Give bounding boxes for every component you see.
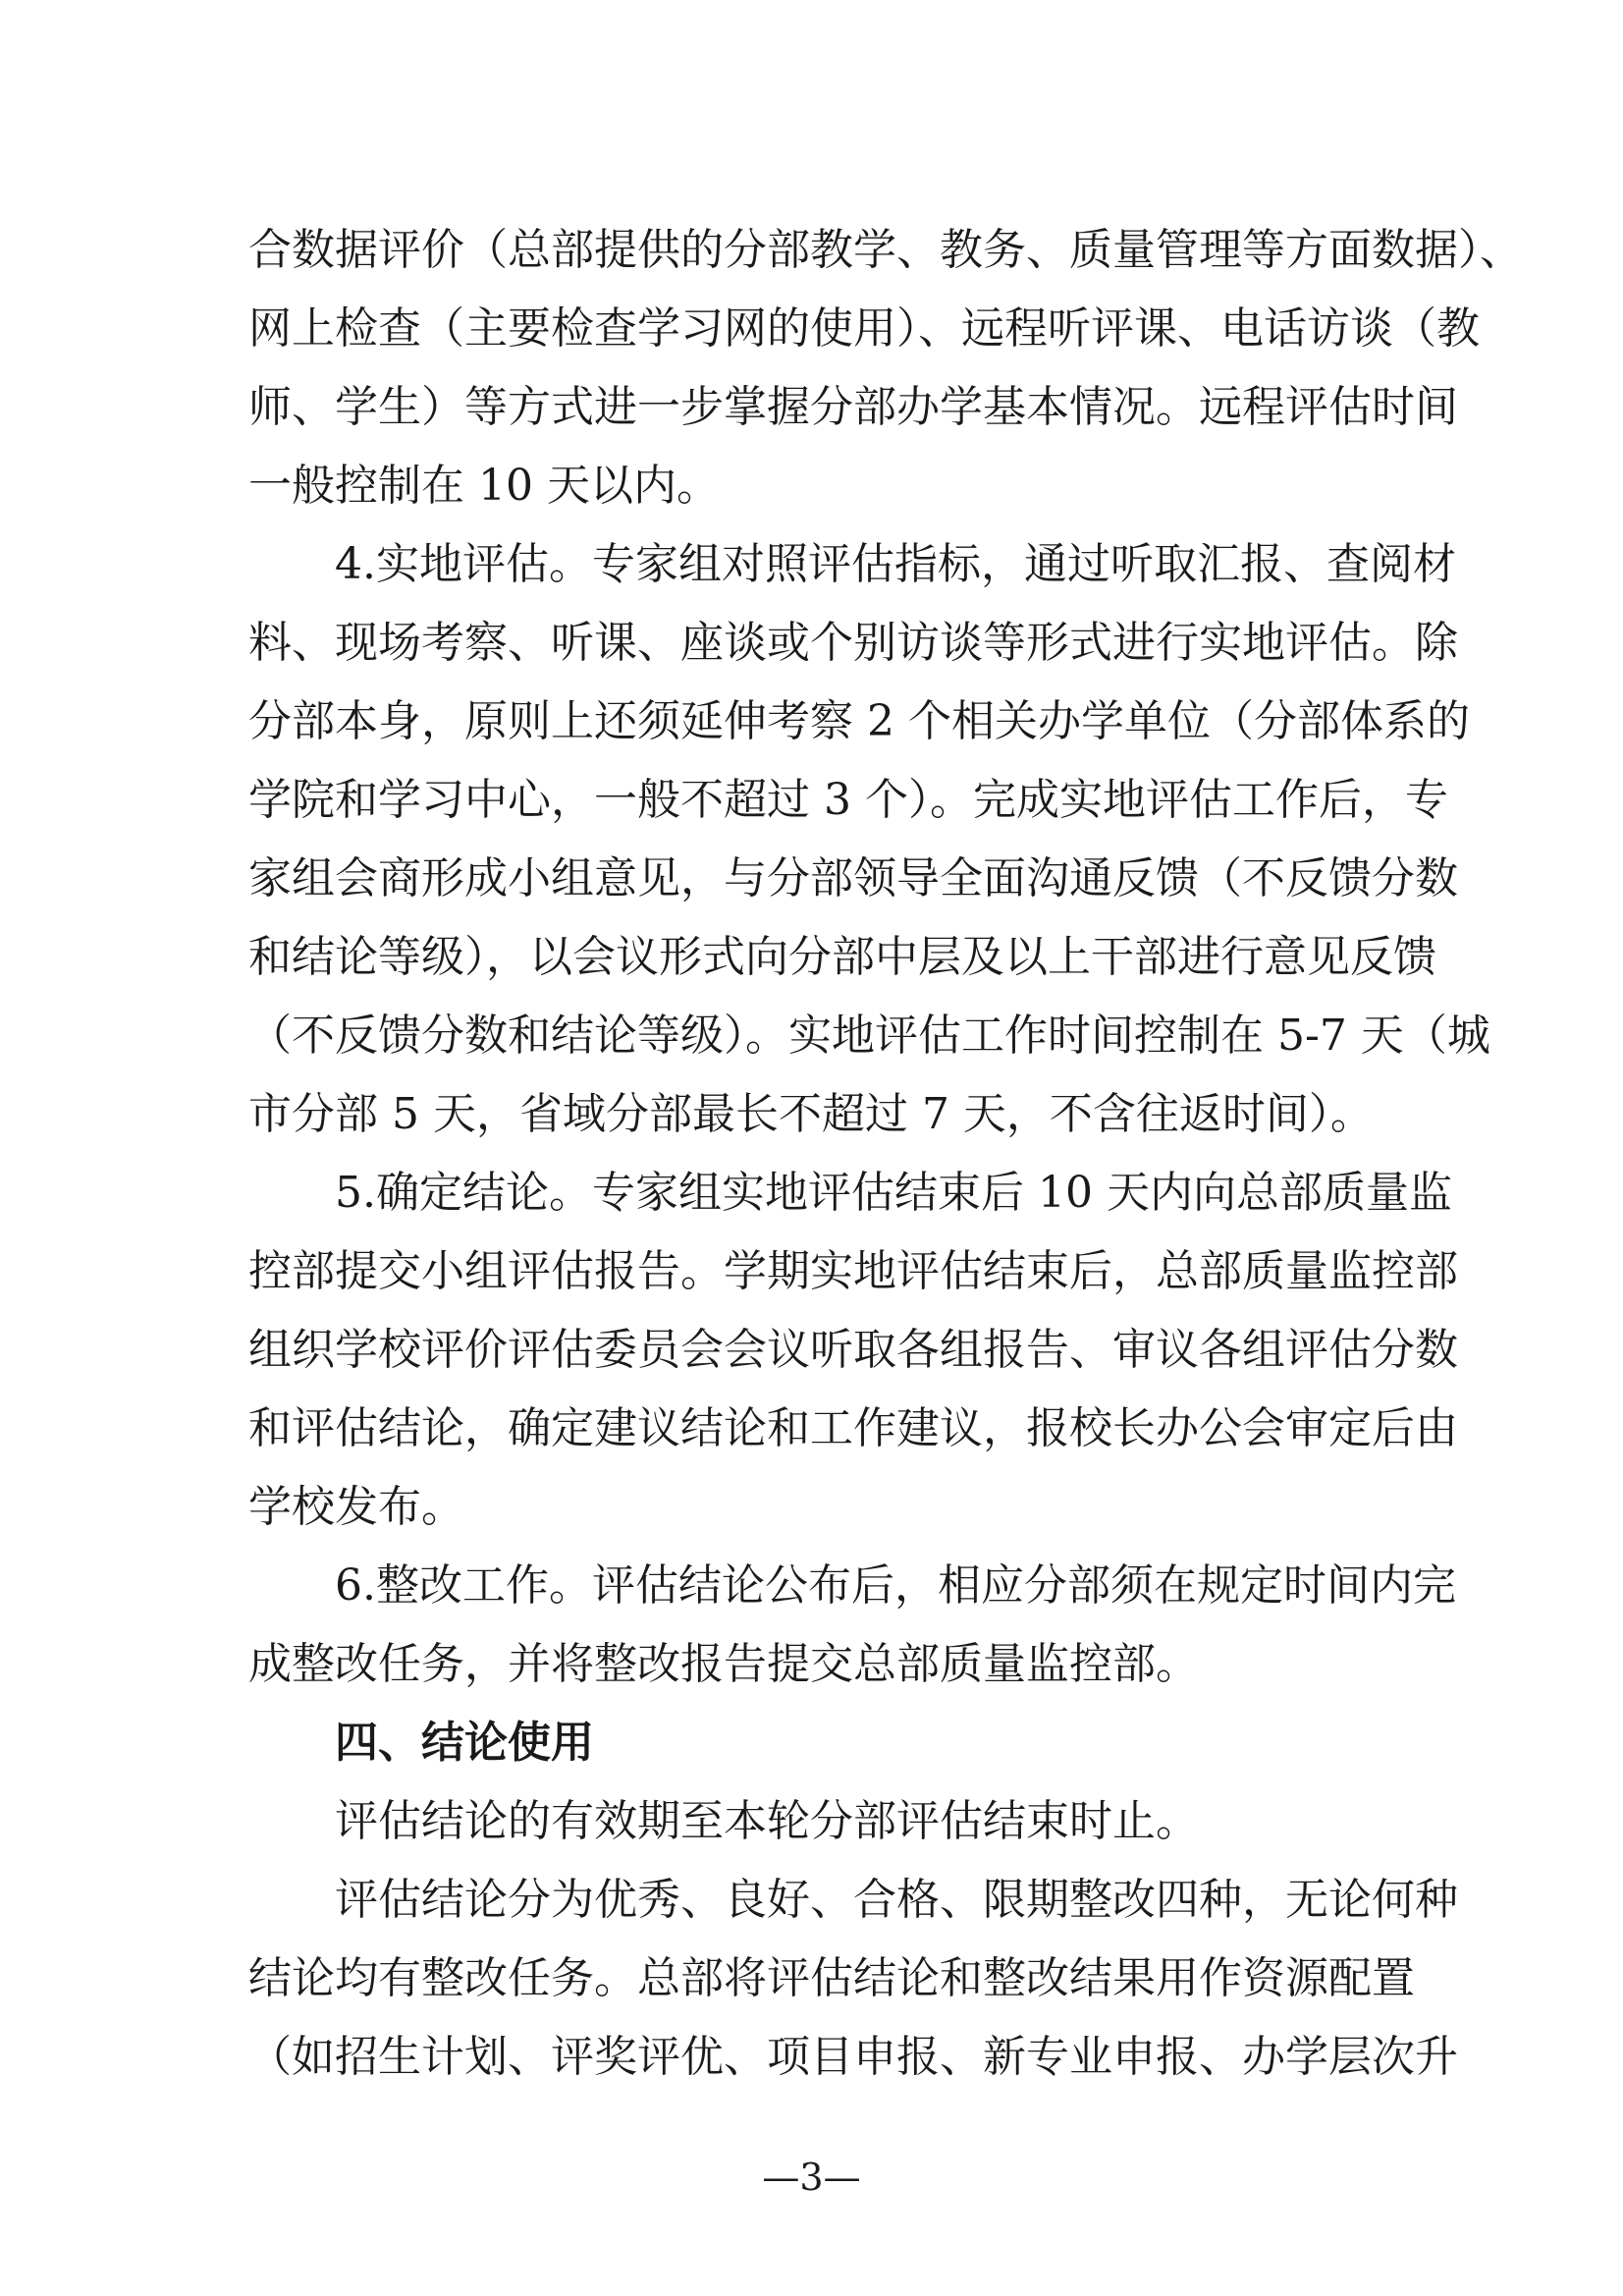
text-line: 家组会商形成小组意见，与分部领导全面沟通反馈（不反馈分数 bbox=[248, 853, 1458, 903]
text-line: 4.实地评估。专家组对照评估指标，通过听取汇报、查阅材 bbox=[335, 539, 1456, 589]
text-line: 5.确定结论。专家组实地评估结束后 10 天内向总部质量监 bbox=[335, 1168, 1452, 1218]
text-line: 和结论等级），以会议形式向分部中层及以上干部进行意见反馈 bbox=[248, 932, 1436, 982]
text-line: 学校发布。 bbox=[248, 1482, 464, 1532]
text-line: 分部本身，原则上还须延伸考察 2 个相关办学单位（分部体系的 bbox=[248, 696, 1470, 746]
text-line: 师、学生）等方式进一步掌握分部办学基本情况。远程评估时间 bbox=[248, 382, 1458, 432]
page-number: —3— bbox=[762, 2156, 861, 2199]
text-line: 评估结论的有效期至本轮分部评估结束时止。 bbox=[335, 1796, 1199, 1846]
text-line: 学院和学习中心，一般不超过 3 个）。完成实地评估工作后，专 bbox=[248, 775, 1448, 825]
text-line: 合数据评价（总部提供的分部教学、教务、质量管理等方面数据）、 bbox=[248, 225, 1523, 275]
text-line: （如招生计划、评奖评优、项目申报、新专业申报、办学层次升 bbox=[248, 2032, 1458, 2082]
text-line: 6.整改工作。评估结论公布后，相应分部须在规定时间内完 bbox=[335, 1560, 1456, 1611]
document-body bbox=[248, 211, 1523, 2097]
section-heading: 四、结论使用 bbox=[335, 1718, 594, 1768]
text-line: 料、现场考察、听课、座谈或个别访谈等形式进行实地评估。除 bbox=[248, 618, 1458, 668]
text-line: 一般控制在 10 天以内。 bbox=[248, 461, 720, 511]
text-line: 网上检查（主要检查学习网的使用）、远程听评课、电话访谈（教 bbox=[248, 303, 1480, 354]
text-line: 结论均有整改任务。总部将评估结论和整改结果用作资源配置 bbox=[248, 1953, 1415, 2003]
text-line: 组织学校评价评估委员会会议听取各组报告、审议各组评估分数 bbox=[248, 1325, 1458, 1375]
text-line: 成整改任务，并将整改报告提交总部质量监控部。 bbox=[248, 1639, 1199, 1689]
text-line: 评估结论分为优秀、良好、合格、限期整改四种，无论何种 bbox=[335, 1875, 1458, 1925]
text-line: （不反馈分数和结论等级）。实地评估工作时间控制在 5-7 天（城 bbox=[248, 1011, 1490, 1061]
text-line: 控部提交小组评估报告。学期实地评估结束后，总部质量监控部 bbox=[248, 1246, 1458, 1296]
text-line: 市分部 5 天，省域分部最长不超过 7 天，不含往返时间）。 bbox=[248, 1089, 1374, 1139]
text-line: 和评估结论，确定建议结论和工作建议，报校长办公会审定后由 bbox=[248, 1403, 1458, 1453]
